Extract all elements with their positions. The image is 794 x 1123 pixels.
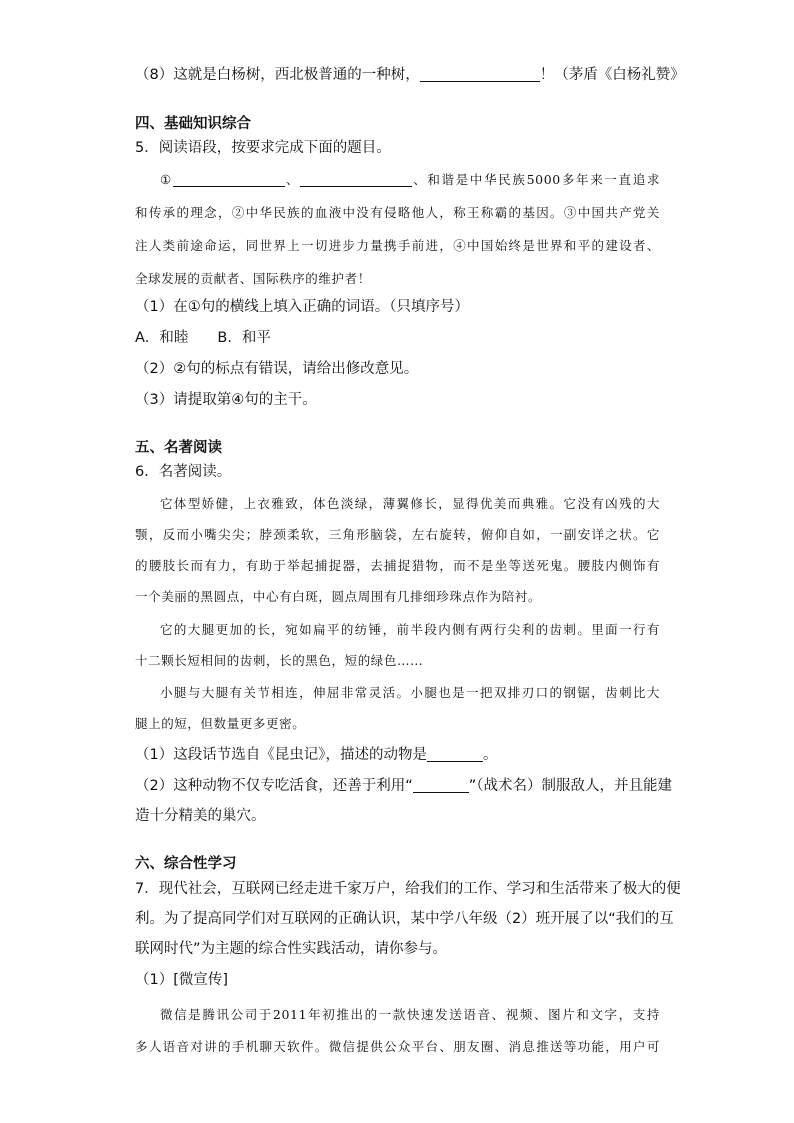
reading-p3-line-2: 腿上的短，但数量更多更密。 bbox=[135, 716, 306, 731]
question-6-sub-2-cont: 造十分精美的巢穴。 bbox=[135, 808, 266, 824]
question-7-sub-1: （1）[微宣传] bbox=[135, 972, 229, 988]
question-5-sub-3: （3）请提取第④句的主干。 bbox=[135, 392, 317, 408]
q8-suffix: ！（茅盾《白杨礼赞》 bbox=[539, 67, 685, 83]
passage-blank-2[interactable] bbox=[300, 171, 412, 187]
reading-p1-line-2: 颚，反而小嘴尖尖；脖颈柔软，三角形脑袋，左右旋转，俯仰自如，一副安详之状。它 bbox=[135, 527, 660, 542]
q6-sub2-end: ”（战术名）制服敌人，并且能建 bbox=[468, 778, 673, 794]
sentence-1-marker: ① bbox=[160, 172, 173, 187]
passage-5-line-4: 全球发展的贡献者、国际秩序的维护者！ bbox=[135, 271, 371, 286]
q6-sub1-blank[interactable] bbox=[427, 746, 483, 762]
passage-5-line-3: 注人类前途命运，同世界上一切进步力量携手前进，④中国始终是世界和平的建设者、 bbox=[135, 238, 660, 253]
question-6-sub-1 bbox=[135, 745, 660, 765]
question-7-line-1: 7．现代社会，互联网已经走进千家万户，给我们的工作、学习和生活带来了极大的便 bbox=[135, 881, 681, 897]
q6-sub2-text: （2）这种动物不仅专吃活食，还善于利用“ bbox=[135, 778, 413, 794]
section-5-title: 五、名著阅读 bbox=[135, 440, 222, 456]
reading-p1-line-1: 它体型娇健，上衣雅致，体色淡绿，薄翼修长，显得优美而典雅。它没有凶残的大 bbox=[160, 496, 660, 511]
blank-separator: 、 bbox=[284, 172, 301, 187]
question-7-line-2: 利。为了提高同学们对互联网的正确认识，某中学八年级（2）班开展了以“我们的互 bbox=[135, 911, 674, 927]
question-8-line bbox=[135, 65, 685, 85]
question-6-sub-2 bbox=[135, 776, 673, 796]
passage-blank-1[interactable] bbox=[173, 171, 285, 187]
q6-sub2-blank[interactable] bbox=[413, 777, 469, 793]
reading-p2-line-1: 它的大腿更加的长，宛如扁平的纺锤，前半段内侧有两行尖利的齿刺。里面一行有 bbox=[160, 622, 660, 637]
question-6-intro: 6．名著阅读。 bbox=[135, 464, 232, 480]
passage-line-1-text: 、和谐是中华民族5000多年来一直追求 bbox=[412, 172, 660, 187]
question-5-intro: 5．阅读语段，按要求完成下面的题目。 bbox=[135, 140, 391, 156]
passage-5-line-1 bbox=[160, 170, 660, 190]
section-6-title: 六、综合性学习 bbox=[135, 856, 237, 872]
question-5-sub-1: （1）在①句的横线上填入正确的词语。（只填序号） bbox=[135, 299, 469, 315]
q6-sub1-text: （1）这段话节选自《昆虫记》，描述的动物是 bbox=[135, 747, 427, 763]
question-7-line-3: 联网时代”为主题的综合性实践活动，请你参与。 bbox=[135, 941, 448, 957]
wechat-para-line-1: 微信是腾讯公司于2011年初推出的一款快速发送语音、视频、图片和文字，支持 bbox=[160, 1007, 660, 1022]
reading-p1-line-4: 一个美丽的黑圆点，中心有白斑，圆点周围有几排细珍珠点作为陪衬。 bbox=[135, 589, 542, 604]
reading-p1-line-3: 的腰肢长而有力，有助于举起捕捉器，去捕捉猎物，而不是坐等送死鬼。腰肢内侧饰有 bbox=[135, 558, 660, 573]
q8-prefix: （8）这就是白杨树，西北极普通的一种树， bbox=[135, 67, 420, 83]
question-5-options: A．和睦 B．和平 bbox=[135, 330, 271, 346]
section-4-title: 四、基础知识综合 bbox=[135, 116, 251, 132]
wechat-para-line-2: 多人语音对讲的手机聊天软件。微信提供公众平台、朋友圈、消息推送等功能，用户可 bbox=[135, 1039, 660, 1054]
passage-5-line-2: 和传承的理念，②中华民族的血液中没有侵略他人，称王称霸的基因。③中国共产党关 bbox=[135, 205, 660, 220]
reading-p3-line-1: 小腿与大腿有关节相连，伸屈非常灵活。小腿也是一把双排刃口的钢锯，齿刺比大 bbox=[160, 685, 660, 700]
reading-p2-line-2: 十二颗长短相间的齿刺，长的黑色，短的绿色…… bbox=[135, 653, 424, 668]
q6-sub1-end: 。 bbox=[482, 747, 498, 763]
question-5-sub-2: （2）②句的标点有错误，请给出修改意见。 bbox=[135, 361, 419, 377]
q8-answer-blank[interactable] bbox=[420, 66, 540, 82]
